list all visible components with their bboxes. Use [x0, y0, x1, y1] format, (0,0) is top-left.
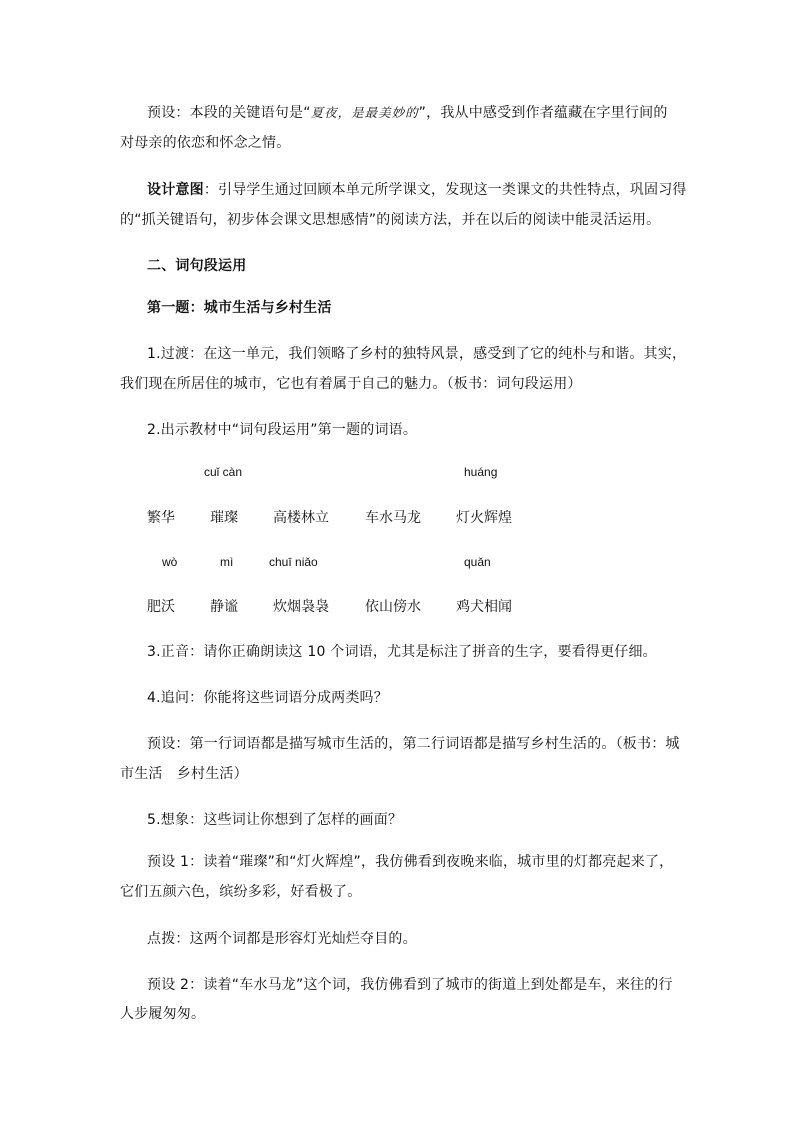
word-cuican: 璀璨: [210, 510, 238, 526]
word-feiwo: 肥沃: [147, 599, 175, 615]
word-chuiyanniaoniao: 炊烟袅袅: [273, 599, 329, 615]
preset-paragraph-line-1: [147, 103, 668, 123]
preset-1-line-2: 它们五颜六色，缤纷多彩，好看极了。: [120, 884, 362, 900]
preset-text-cont: ”，我从中感受到作者蕴藏在字里行间的: [418, 105, 668, 121]
preset-1-line-1: 预设 1：读着“璀璨”和“灯火辉煌”，我仿佛看到夜晚来临，城市里的灯都亮起来了，: [147, 854, 674, 870]
section-heading: 二、词句段运用: [147, 258, 247, 274]
word-jingmi: 静谧: [210, 599, 238, 615]
design-intent-line-2: 的“抓关键语句，初步体会课文思想感情”的阅读方法，并在以后的阅读中能灵活运用。: [120, 212, 661, 228]
pinyin-chuiniao: chuī niǎo: [269, 555, 318, 569]
design-intent-text: ：引导学生通过回顾本单元所学课文，发现这一类课文的共性特点，巩固习得: [203, 182, 687, 198]
pinyin-wo: wò: [162, 555, 178, 569]
item-3: 3.正音：请你正确朗读这 10 个词语，尤其是标注了拼音的生字，要看得更仔细。: [147, 644, 657, 660]
preset-paragraph-line-2: 对母亲的依恋和怀念之情。: [120, 135, 291, 151]
hint: 点拨：这两个词都是形容灯光灿烂夺目的。: [147, 931, 417, 947]
item-5: 5.想象：这些词让你想到了怎样的画面？: [147, 812, 403, 828]
pinyin-quan: quǎn: [464, 555, 491, 569]
preset-2-line-2: 人步履匆匆。: [120, 1006, 206, 1022]
preset-text: 预设：本段的关键语句是“: [147, 105, 311, 121]
word-denghuohuihuang: 灯火辉煌: [456, 510, 512, 526]
item-1-line-1: 1.过渡：在这一单元，我们领略了乡村的独特风景，感受到了它的纯朴与和谐。其实，: [147, 346, 687, 362]
preset-a-line-2: 市生活 乡村生活）: [120, 766, 248, 782]
word-cheshuimalong: 车水马龙: [365, 510, 421, 526]
word-fanhua: 繁华: [147, 510, 175, 526]
pinyin-mi: mì: [220, 555, 234, 569]
design-intent-label: 设计意图: [147, 182, 204, 198]
key-sentence-quote: 夏夜，是最美妙的: [310, 105, 419, 120]
pinyin-cuican: cuǐ càn: [204, 465, 243, 479]
pinyin-huang: huáng: [464, 465, 498, 479]
question-heading: 第一题：城市生活与乡村生活: [147, 300, 332, 316]
word-gaoloulinli: 高楼林立: [273, 510, 329, 526]
item-2: 2.出示教材中“词句段运用”第一题的词语。: [147, 422, 418, 438]
item-1-line-2: 我们现在所居住的城市，它也有着属于自己的魅力。（板书：词句段运用）: [120, 376, 582, 392]
design-intent-line-1: [147, 180, 687, 200]
preset-a-line-1: 预设：第一行词语都是描写城市生活的，第二行词语都是描写乡村生活的。（板书：城: [147, 736, 680, 752]
word-jiquanxiangwen: 鸡犬相闻: [456, 599, 512, 615]
preset-2-line-1: 预设 2：读着“车水马龙”这个词，我仿佛看到了城市的街道上到处都是车，来往的行: [147, 977, 673, 993]
item-4: 4.追问：你能将这些词语分成两类吗？: [147, 690, 388, 706]
word-yishanbangshui: 依山傍水: [365, 599, 421, 615]
